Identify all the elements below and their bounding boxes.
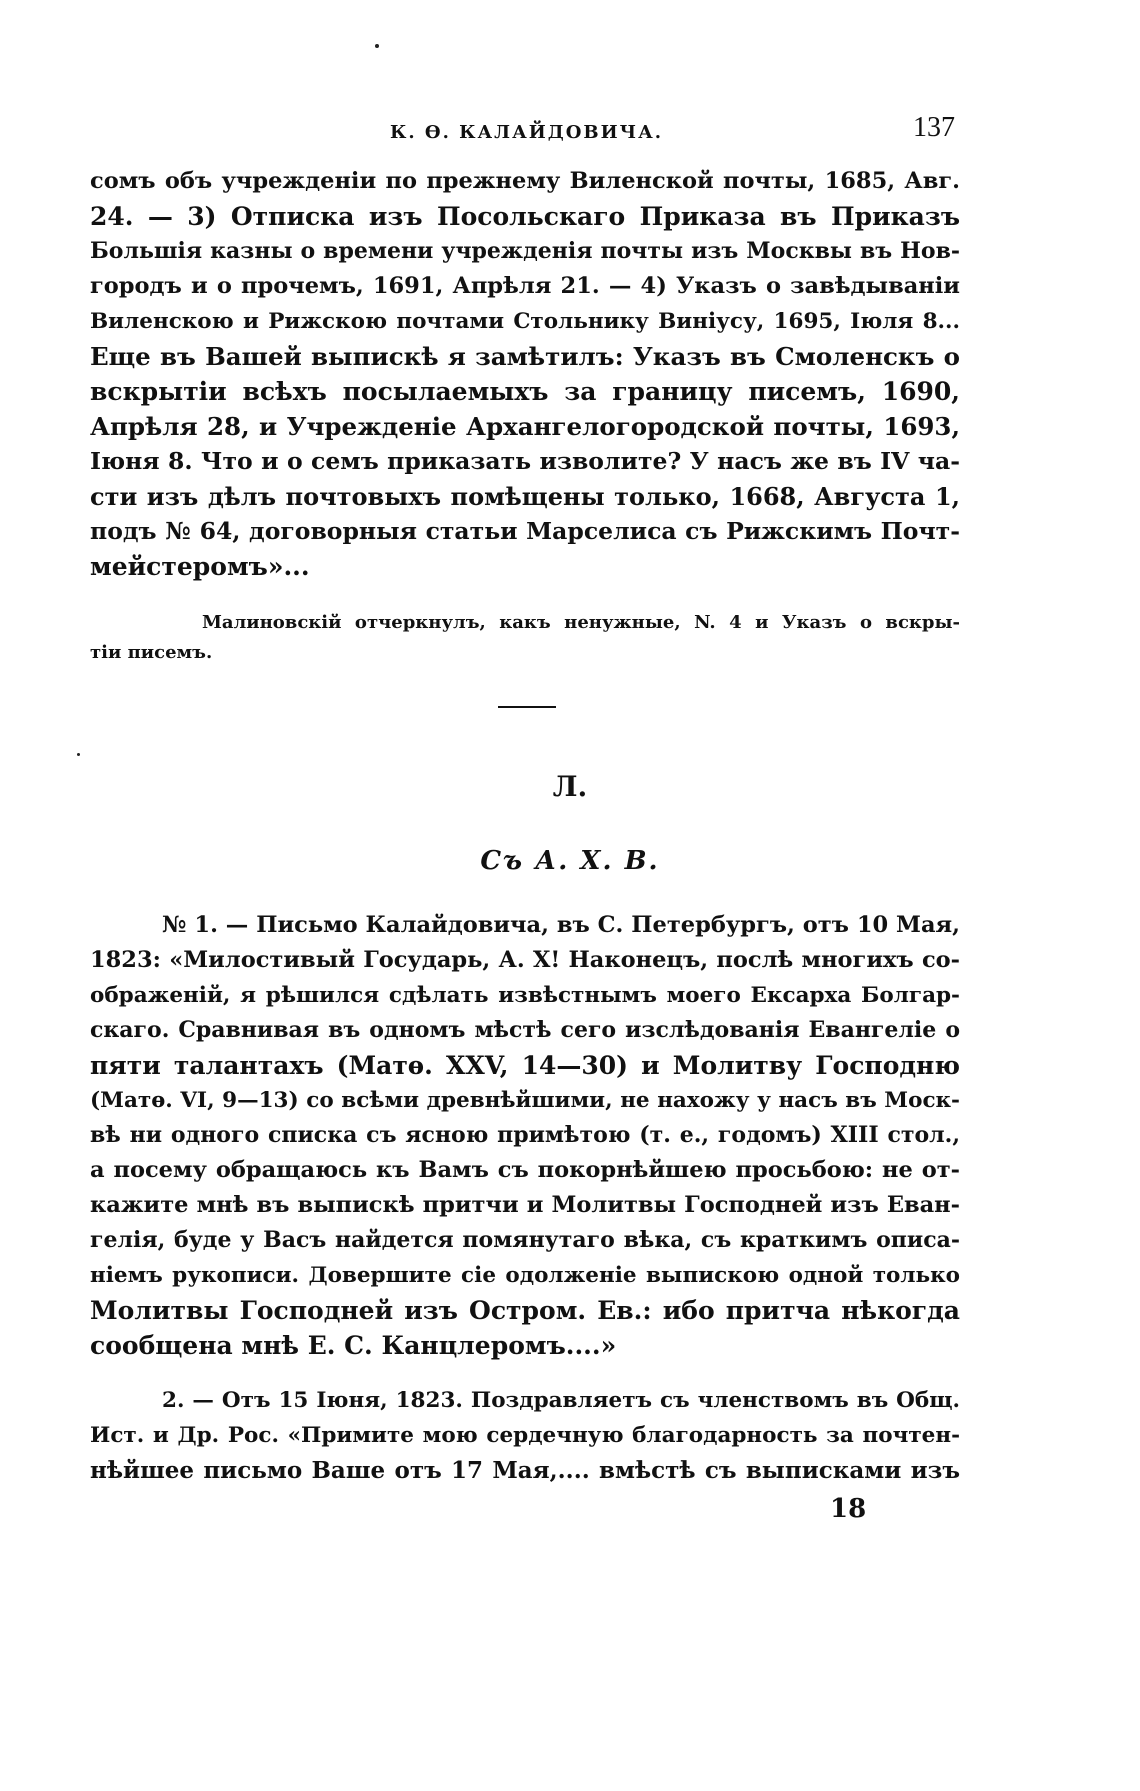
- text-line: мейстеромъ»...: [90, 552, 310, 581]
- text-line: сообщена мнѣ Е. С. Канцлеромъ....»: [90, 1331, 617, 1360]
- text-line: сти изъ дѣлъ почтовыхъ помѣщены только, 1668, Августа 1,: [90, 482, 960, 511]
- text-line: Ист. и Др. Рос. «Примите мою сердечную благодарность за почтен-: [90, 1423, 960, 1448]
- ink-speck: [77, 753, 80, 756]
- text-line: пяти талантахъ (Матѳ. XXV, 14—30) и Молитву Господню: [90, 1051, 960, 1080]
- text-line: Апрѣля 28, и Учрежденіе Архангелогородской почты, 1693,: [90, 412, 960, 441]
- text-line: (Матѳ. VI, 9—13) со всѣми древнѣйшими, не нахожу у насъ въ Моск-: [90, 1088, 960, 1113]
- text-line: 1823: «Милостивый Государь, А. Х! Наконецъ, послѣ многихъ со-: [90, 947, 960, 973]
- text-line: гелія, буде у Васъ найдется помянутаго вѣка, съ краткимъ описа-: [90, 1227, 960, 1253]
- text-line: вскрытіи всѣхъ посылаемыхъ за границу писемъ, 1690,: [90, 377, 960, 406]
- text-line: кажите мнѣ въ выпискѣ притчи и Молитвы Господней изъ Еван-: [90, 1192, 960, 1218]
- text-line: нѣйшее письмо Ваше отъ 17 Мая,.... вмѣстѣ съ выписками изъ: [90, 1457, 960, 1484]
- letter-2-paragraph: [90, 1383, 960, 1488]
- text-line: городъ и о прочемъ, 1691, Апрѣля 21. — 4) Указъ о завѣдываніи: [90, 273, 960, 299]
- note-line: тіи писемъ.: [90, 642, 213, 663]
- text-line: подъ № 64, договорныя статьи Марселиса съ Рижскимъ Почт-: [90, 517, 960, 545]
- text-line: ображеній, я рѣшился сдѣлать извѣстнымъ моего Ексарха Болгар-: [90, 983, 960, 1008]
- text-line: Іюня 8. Что и о семъ приказать изволите? У насъ же въ IV ча-: [90, 447, 960, 475]
- text-line: Молитвы Господней изъ Остром. Ев.: ибо притча нѣкогда: [90, 1296, 960, 1325]
- text-line: сомъ объ учрежденіи по прежнему Виленской почты, 1685, Авг.: [90, 168, 960, 194]
- ink-speck: [375, 44, 379, 48]
- page-header: [90, 112, 970, 152]
- section-heading: Л.: [552, 770, 588, 803]
- text-line: Еще въ Вашей выпискѣ я замѣтилъ: Указъ въ Смоленскъ о: [90, 342, 960, 371]
- letter-1-paragraph: [90, 908, 960, 1363]
- signature-mark: 18: [830, 1494, 867, 1524]
- text-line: а посему обращаюсь къ Вамъ съ покорнѣйшею просьбою: не от-: [90, 1157, 960, 1183]
- page-number: 137: [913, 112, 955, 143]
- text-line: вѣ ни одного списка съ ясною примѣтою (т. е., годомъ) XIII стол.,: [90, 1122, 960, 1148]
- note-line: Малиновскій отчеркнулъ, какъ ненужные, N. 4 и Указъ о вскры-: [202, 612, 960, 633]
- text-line: ніемъ рукописи. Довершите сіе одолженіе выпискою одной только: [90, 1263, 960, 1288]
- section-subtitle: Съ А. Х. В.: [480, 846, 660, 876]
- footnote: [90, 608, 960, 668]
- top-paragraph: [90, 164, 960, 584]
- running-title: К. Ѳ. КАЛАЙДОВИЧА.: [390, 122, 664, 143]
- text-line: Виленскою и Рижскою почтами Стольнику Виніусу, 1695, Іюля 8...: [90, 309, 960, 334]
- text-line: Большія казны о времени учрежденія почты изъ Москвы въ Нов-: [90, 238, 960, 264]
- section-divider: [498, 706, 556, 708]
- text-line: № 1. — Письмо Калайдовича, въ С. Петербургъ, отъ 10 Мая,: [162, 912, 960, 938]
- text-line: 2. — Отъ 15 Іюня, 1823. Поздравляетъ съ членствомъ въ Общ.: [162, 1388, 960, 1413]
- text-line: скаго. Сравнивая въ одномъ мѣстѣ сего изслѣдованія Евангеліе о: [90, 1017, 960, 1043]
- text-line: 24. — 3) Отписка изъ Посольскаго Приказа въ Приказъ: [90, 202, 960, 231]
